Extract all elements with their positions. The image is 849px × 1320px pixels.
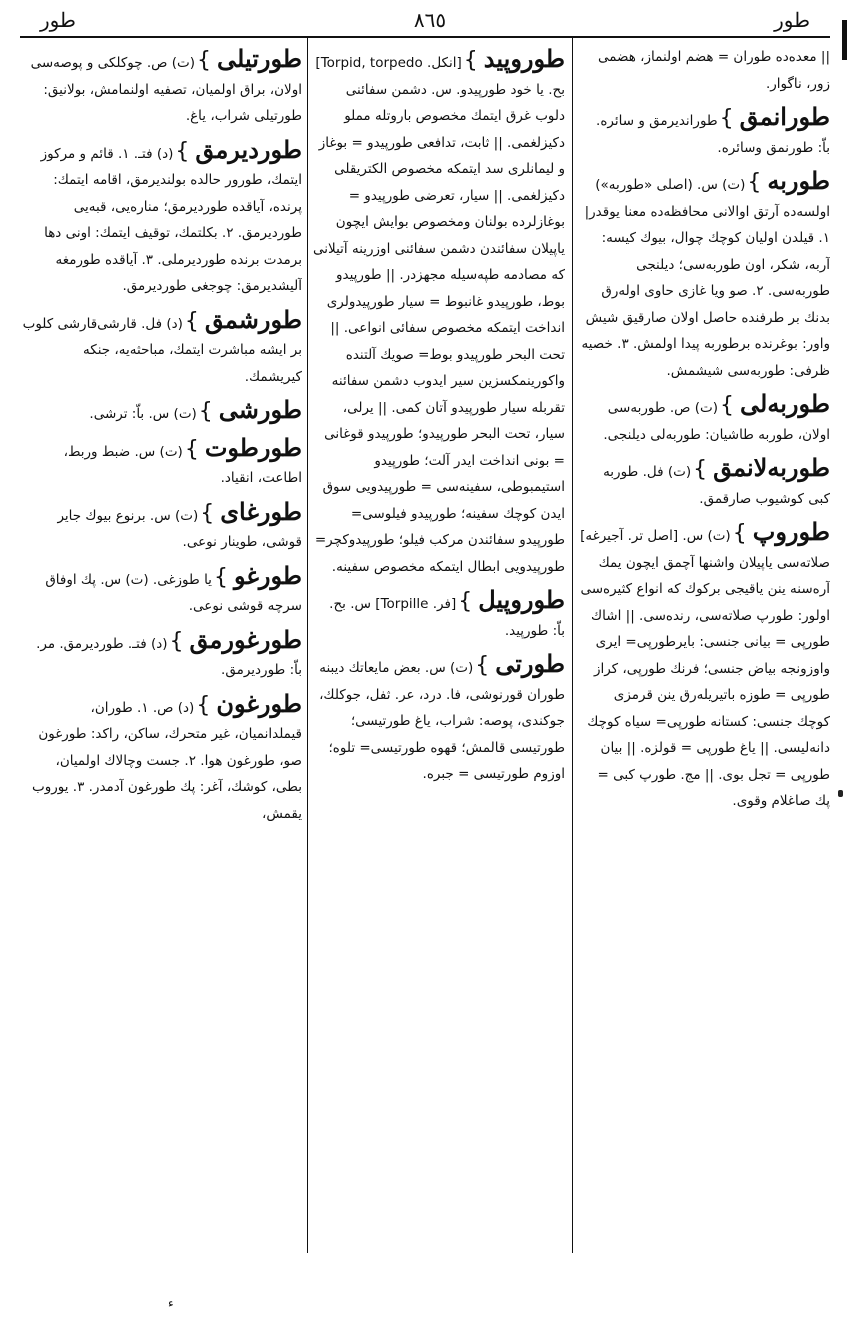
entry-headword: طورطوت [204,432,302,462]
entry-headword: طورغای [220,496,302,526]
dictionary-entry: طوردیرمق}(د) فتـ. ۱. قائم و مرکوز ایتمك، طورور حالده بولندیرمق، اقامه ایتمك: پرنده، آیاقده طوردیرمق؛ مناره‌یی، قبه‌یی طوردیرمق. ۲. بکلتمك، توقیف ایتمك: اونی دها برمدت برنده طوردیرملی. ۳. آیاقده طورمغه آلیشدیرمق: چوجغی طوردیرمق. [40,134,302,294]
dictionary-entry: طوربه‌لی}(ت) ص. طوربه‌سی اولان، طوربه طاشیان: طوربه‌لی دیلنجی. [603,389,830,443]
dictionary-entry: طورغای}(ت) س. برنوع بیوك جایر قوشی، طوینار نوعی. [57,496,302,550]
dictionary-entry: طورغون}(د) ص. ۱. طوران، قیملدانمیان، غیر متحرك، ساكن، راكد: طورغون صو، طورغون هوا. ۲. جست وچالاك اولمیان، بطی، کوشك، آغر: پك طورغون آدمدر. ۳. یوروب یقمش، [32,688,302,822]
entry-headword: طورغون [216,688,302,718]
column-right [580,44,830,1249]
column-middle [313,44,565,1249]
entry-definition: طوراندیرمق و سائره. باّ: طورنمق وسائره. [596,113,830,156]
entry-headword: طورغو [233,560,302,590]
entry-headword: طورشمق [204,304,302,334]
margin-dot [838,790,843,797]
entry-headword: طوروپید [483,44,565,73]
running-head-right: طور [774,8,810,32]
entry-definition: (ت) ص. چوکلکی و پوصه‌سی اولان، براق اولمیان، تصفیه اولنمامش، بولانیق: طورتیلی شراب، یاغ. [30,55,302,124]
column-divider-left [307,38,308,1253]
entry-definition: (ت) س. [اصل تر. آجیرغه] صلاته‌سی یاپیلان واشنها آچمق ایچون یمك آره‌سنه ینن یاقیجی برکوك که انواع کثیره‌سی اولور: طورپ صلاته‌سی، رنده‌سی. || اشاك طورپی = بیانی جنسی: بایرطورپی= ایری واوزونجه بیاض جنسی؛ فرنك طورپی، کراز طورپی = طوزه باتیریله‌رق ینن قرمزی کوچك جنسی: کستانه طورپی= سیاه کوچك دانه‌لیسی. || یاغ طورپی = قولزه. || بیان طورپی = تجل بوی. || مج. طورپ کبی = پك صاغلام وقوی. [580,528,830,809]
header-rule [20,36,830,38]
entry-definition: [انکل. Torpid, torpedo] بح. یا خود طورپیدو. س. دشمن سفائنی دلوب غرق ایتمك مخصوص باروتله مملو دکیزلغمی. || ثابت، تدافعی طورپیدو = بوغاز و لیمانلری سد ایتمکه مخصوص الکتریقلی دکیزلغمی. || سیار، تعرضی طورپیدو = بوغازلرده بولنان ومخصوص بوایش ایچون یاپیلان سفائندن دشمن سفائنی اوزرینه آتیلانی که مصادمه طپه‌سیله مجهزدر. || طورپیدو بوط، طورپیدو غانبوط = سیار طورپیدولری انداخت ایتمکه مخصوص سفائی انواعی. || تحت البحر طورپیدو بوط= صویك آلتنده واکورینمکسزین سیر ایدوب دشمن سفائنه تقربله سیار طورپیدو آتان کمی. || یرلی، سیار، تحت البحر طورپیدو؛ طورپیدو قوغانی = بونی انداخت ایدر آلت؛ طورپیدو استیمبوطی، سفینه‌سی = طورپیدویی سوق ایدن کوچك سفینه؛ طورپیدو فیلوسی= طورپیدو سفائندن مرکب فیلو؛ طورپیدوکچر= طورپیدویی ابطال ایتمکه مخصوص سفینه. [313,55,565,575]
entry-definition: (ت) ص. طوربه‌سی اولان، طوربه طاشیان: طوربه‌لی دیلنجی. [603,400,830,443]
entry-headword: طوربه‌لی [740,389,830,418]
dictionary-entry: طوروپید}[انکل. Torpid, torpedo] بح. یا خود طورپیدو. س. دشمن سفائنی دلوب غرق ایتمك مخصوص باروتله مملو دکیزلغمی. || ثابت، تدافعی طورپیدو = بوغاز و لیمانلری سد ایتمکه مخصوص الکتریقلی دکیزلغمی. || سیار، تعرضی طورپیدو = بوغازلرده بولنان ومخصوص بوایش ایچون یاپیلان سفائندن دشمن سفائنی اوزرینه آتیلانی که مصادمه طپه‌سیله مجهزدر. || طورپیدو بوط، طورپیدو غانبوط = سیار طورپیدولری انداخت ایتمکه مخصوص سفائی انواعی. || تحت البحر طورپیدو بوط= صویك آلتنده واکورینمکسزین سیر ایدوب دشمن سفائنه تقربله سیار طورپیدو آتان کمی. || یرلی، سیار، تحت البحر طورپیدو؛ طورپیدو قوغانی = بونی انداخت ایدر آلت؛ طورپیدو استیمبوطی، سفینه‌سی = طورپیدویی سوق ایدن کوچك سفینه؛ طورپیدو فیلوسی= طورپیدو سفائندن مرکب فیلو؛ طورپیدوکچر= طورپیدویی ابطال ایتمکه مخصوص سفینه. [313,44,565,575]
footer-mark: ء [168,1296,174,1310]
dictionary-entry: طوربه‌لانمق}(ت) فل. طوربه کبی کوشیوب صارقمق. [603,453,830,507]
entry-headword: طوروپیل [478,585,565,614]
entry-headword: طوروپ [752,517,830,546]
dictionary-entry: طوربه}(ت) س. (اصلی «طوربه») اولسه‌ده آرتق اوالانی محافظه‌ده معنا یوقدر| ۱. قیلدن اولیان کوچك چوال، بیوك کیسه: آربه، شکر، اون طوربه‌سی؛ دیلنجی طوربه‌سی. ۲. صو ویا غازی حاوی اوله‌رق بدنك بر طرفنده حاصل اولان صارقیق شیش واور: بوغرنده برطوربه پیدا اولمش. ۳. خصیه ظرفی: طوربه‌سی شیشمش. [581,166,830,379]
dictionary-entry: طورتی}(ت) س. بعض مایعاتك دیبنه طوران قورنوشی، فا. درد، عر. ثفل، جوکلك، جوکندی، پوصه: شراب، یاغ طورتیسی؛ طورتیسی قالمش؛ قهوه طورتیسی= تلوه؛ اوزوم طورتیسی = جبره. [319,649,565,782]
entry-definition: (ت) س. بعض مایعاتك دیبنه طوران قورنوشی، فا. درد، عر. ثفل، جوکلك، جوکندی، پوصه: شراب، یاغ طورتیسی؛ طورتیسی قالمش؛ قهوه طورتیسی= تلوه؛ اوزوم طورتیسی = جبره. [319,660,565,782]
dictionary-entry [580,44,830,97]
entry-definition: (ت) س. برنوع بیوك جایر قوشی، طوینار نوعی. [57,507,302,550]
entry-headword: طورانمق [739,102,830,131]
dictionary-entry: طورغورمق}(د) فتـ. طوردیرمق. مر. باّ: طوردیرمق. [36,624,302,678]
dictionary-entry: طوروپیل}[فر. Torpille] س. بح. باّ: طورپید. [329,585,565,639]
entry-headword: طورغورمق [189,624,302,654]
dictionary-entry: طورانمق}طوراندیرمق و سائره. باّ: طورنمق وسائره. [596,102,830,156]
entry-definition: (د) ص. ۱. طوران، قیملدانمیان، غیر متحرك، ساكن، راكد: طورغون صو، طورغون هوا. ۲. جست وچالاك اولمیان، بطی، کوشك، آغر: پك طورغون آدمدر. ۳. یوروب یقمش، [32,699,302,822]
dictionary-entry: طورغو}یا طوزغی. (ت) س. پك اوفاق سرچه قوشی نوعی. [45,560,302,614]
column-left [22,44,302,1249]
entry-definition: (د) فل. قارشی‌قارشی کلوب بر ایشه مباشرت ایتمك، مباحثه‌یه، جنکه کیریشمك. [22,315,302,385]
running-head-left: طور [40,8,76,32]
entry-definition: || معده‌ده طوران = هضم اولنماز، هضمی زور، ناگوار. [598,49,830,92]
dictionary-entry: طوروپ}(ت) س. [اصل تر. آجیرغه] صلاته‌سی یاپیلان واشنها آچمق ایچون یمك آره‌سنه ینن یاقیجی برکوك که انواع کثیره‌سی اولور: طورپ صلاته‌سی، رنده‌سی. || اشاك طورپی = بیانی جنسی: بایرطورپی= ایری واوزونجه بیاض جنسی؛ فرنك طورپی، کراز طورپی = طوزه باتیریله‌رق ینن قرمزی کوچك جنسی: کستانه طورپی= سیاه کوچك دانه‌لیسی. || یاغ طورپی = قولزه. || بیان طورپی = تجل بوی. || مج. طورپ کبی = پك صاغلام وقوی. [580,517,830,809]
entry-headword: طورشی [218,395,302,424]
entry-headword: طورتیلی [217,44,302,73]
entry-definition: (ت) س. (اصلی «طوربه») اولسه‌ده آرتق اوالانی محافظه‌ده معنا یوقدر| ۱. قیلدن اولیان کوچك چوال، بیوك کیسه: آربه، شکر، اون طوربه‌سی؛ دیلنجی طوربه‌سی. ۲. صو ویا غازی حاوی اوله‌رق بدنك بر طرفنده حاصل اولان صارقیق شیش واور: بوغرنده برطوربه پیدا اولمش. ۳. خصیه ظرفی: طوربه‌سی شیشمش. [581,177,830,379]
entry-definition: (د) فتـ. ۱. قائم و مرکوز ایتمك، طورور حالده بولندیرمق، اقامه ایتمك: پرنده، آیاقده طوردیرمق؛ مناره‌یی، قبه‌یی طوردیرمق. ۲. بکلتمك، توقیف ایتمك: اونی دها برمدت برنده طوردیرملی. ۳. آیاقده طورمغه آلیشدیرمق: چوجغی طوردیرمق. [40,145,302,294]
entry-definition: یا طوزغی. (ت) س. پك اوفاق سرچه قوشی نوعی. [45,571,302,614]
dictionary-entry: طورتیلی}(ت) ص. چوکلکی و پوصه‌سی اولان، براق اولمیان، تصفیه اولنمامش، بولانیق: طورتیلی شراب، یاغ. [30,44,302,124]
entry-definition: (د) فتـ. طوردیرمق. مر. باّ: طوردیرمق. [36,635,302,678]
dictionary-entry: طورطوت}(ت) س. ضبط وربط، اطاعت، انقیاد. [63,432,302,486]
page-number: ٨٦٥ [413,8,447,32]
entry-headword: طوربه [767,166,830,195]
entry-definition: [فر. Torpille] س. بح. باّ: طورپید. [329,596,565,639]
dictionary-entry: طورشمق}(د) فل. قارشی‌قارشی کلوب بر ایشه مباشرت ایتمك، مباحثه‌یه، جنکه کیریشمك. [22,304,302,385]
entry-headword: طوردیرمق [195,134,302,164]
dictionary-entry: طورشی}(ت) س. باّ: ترشی. [89,395,302,424]
entry-definition: (ت) س. ضبط وربط، اطاعت، انقیاد. [63,443,302,486]
entry-definition: (ت) فل. طوربه کبی کوشیوب صارقمق. [603,464,830,507]
entry-headword: طورتی [495,649,565,678]
entry-headword: طوربه‌لانمق [713,453,830,482]
page-edge-mark [842,20,847,60]
column-divider-right [572,38,573,1253]
page-header [20,6,830,34]
entry-definition: (ت) س. باّ: ترشی. [89,406,197,422]
